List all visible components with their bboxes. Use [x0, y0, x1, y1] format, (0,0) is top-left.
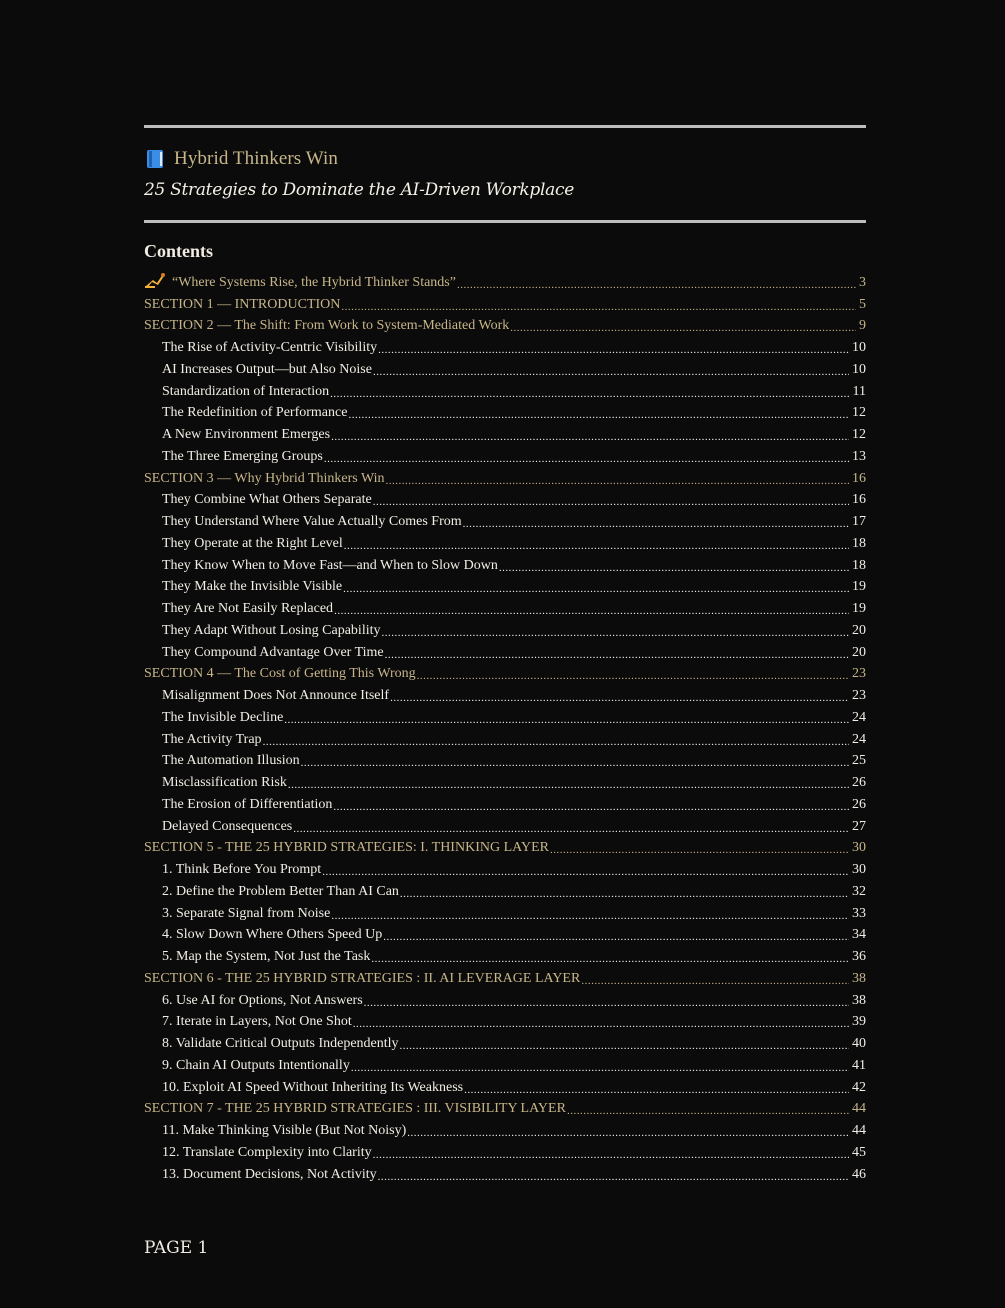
toc-entry-label [162, 861, 321, 879]
toc-page-number: 20 [852, 644, 866, 660]
toc-entry-text: 10. Exploit AI Speed Without Inheriting Its Weakness [162, 1079, 464, 1095]
toc-entry-text: They Operate at the Right Level [162, 535, 343, 551]
toc-page-number: 10 [852, 361, 866, 377]
toc-page-number: 26 [852, 775, 866, 790]
toc-entry-text: 2. Define the Problem Better Than AI Can [162, 883, 399, 899]
dot-leader [373, 365, 849, 379]
toc-page-number: 30 [852, 862, 866, 877]
toc-entry-text: SECTION 7 - THE 25 HYBRID STRATEGIES : III. VISIBILITY LAYER [144, 1101, 566, 1117]
toc-page-number: 23 [852, 666, 866, 682]
toc-entry-text: 9. Chain AI Outputs Intentionally [162, 1057, 350, 1073]
toc-entry-label [162, 557, 498, 575]
toc-section-entry[interactable] [144, 836, 866, 858]
toc-entry-text: The Rise of Activity-Centric Visibility [162, 340, 378, 355]
toc-section-entry[interactable] [144, 1097, 866, 1119]
toc-subentry[interactable] [144, 901, 866, 923]
toc-entry-text: The Three Emerging Groups [162, 448, 323, 464]
dot-leader [417, 669, 849, 683]
dot-leader [407, 1126, 849, 1140]
toc-entry-label [162, 905, 330, 923]
toc-entry-text: SECTION 6 - THE 25 HYBRID STRATEGIES : II. AI LEVERAGE LAYER [144, 970, 581, 986]
toc-subentry[interactable] [144, 357, 866, 379]
toc-entry-text: A New Environment Emerges [162, 427, 331, 442]
toc-page-number: 41 [852, 1057, 866, 1073]
toc-subentry[interactable] [144, 401, 866, 423]
toc-entry-label [162, 1122, 406, 1140]
toc-entry-text: Misclassification Risk [162, 775, 287, 790]
toc-page-number: 18 [852, 535, 866, 551]
dot-leader [263, 735, 849, 749]
dot-leader [331, 430, 849, 444]
toc-entry-label [144, 1100, 566, 1118]
dot-leader [333, 800, 849, 814]
toc-entry-text: 5. Map the System, Not Just the Task [162, 949, 371, 964]
toc-page-number: 34 [852, 927, 866, 943]
toc-page-number: 16 [852, 470, 866, 486]
dot-leader [364, 996, 849, 1010]
toc-entry-label [162, 578, 342, 596]
dot-leader [348, 408, 849, 422]
toc-entry-label [162, 1057, 350, 1075]
dot-leader [499, 561, 849, 575]
toc-entry-text: They Combine What Others Separate [162, 492, 372, 508]
toc-entry-text: They Are Not Easily Replaced [162, 601, 334, 616]
toc-page-number: 13 [852, 448, 866, 464]
toc-page-number: 17 [852, 514, 866, 529]
toc-subentry[interactable] [144, 509, 866, 531]
toc-entry-label [162, 448, 323, 466]
dot-leader [324, 452, 849, 466]
toc-page-number: 16 [852, 492, 866, 508]
dot-leader [382, 626, 850, 640]
toc-entry-label [162, 339, 377, 357]
dot-leader [288, 778, 849, 792]
toc-entry-label [162, 361, 372, 379]
toc-entry-label [162, 883, 399, 901]
toc-entry-text: The Erosion of Differentiation [162, 796, 333, 812]
toc-entry-label [144, 317, 509, 335]
toc-subentry[interactable] [144, 1053, 866, 1075]
dot-leader [301, 756, 849, 770]
document-header [144, 128, 866, 220]
toc-subentry[interactable] [144, 705, 866, 727]
toc-page-number: 24 [852, 709, 866, 725]
toc-section-entry[interactable] [144, 966, 866, 988]
toc-entry-label [162, 687, 389, 705]
toc-page-number: 27 [852, 818, 866, 834]
toc-subentry[interactable] [144, 444, 866, 466]
dot-leader [378, 1170, 849, 1184]
toc-entry-text: “Where Systems Rise, the Hybrid Thinker Stands” [172, 274, 456, 290]
dot-leader [550, 843, 849, 857]
dot-leader [343, 582, 849, 596]
toc-entry-label [162, 752, 300, 770]
toc-subentry[interactable] [144, 857, 866, 879]
toc-entry-text: 12. Translate Complexity into Clarity [162, 1144, 372, 1160]
toc-entry-label [162, 774, 287, 792]
toc-entry-text: SECTION 2 — The Shift: From Work to System-Mediated Work [144, 318, 510, 334]
dot-leader [567, 1104, 849, 1118]
toc-page-number: 18 [852, 557, 866, 573]
dot-leader [390, 691, 849, 705]
toc-page-number: 5 [859, 296, 866, 312]
toc-entry-label [162, 731, 262, 749]
toc-entry-label [162, 1144, 372, 1162]
toc-subentry[interactable] [144, 944, 866, 966]
dot-leader [341, 300, 856, 314]
toc-page-number: 24 [852, 731, 866, 747]
toc-section-entry[interactable] [144, 270, 866, 292]
toc-entry-label [144, 470, 385, 488]
toc-entry-text: 11. Make Thinking Visible (But Not Noisy) [162, 1123, 407, 1138]
toc-subentry[interactable] [144, 1140, 866, 1162]
toc-page-number: 3 [859, 274, 866, 290]
toc-entry-text: The Automation Illusion [162, 753, 300, 769]
toc-subentry[interactable] [144, 879, 866, 901]
toc-entry-label [162, 600, 333, 618]
dot-leader [386, 474, 849, 488]
dot-leader [334, 604, 849, 618]
toc-page-number: 44 [852, 1123, 866, 1138]
toc-entry-label [162, 535, 343, 553]
toc-entry-text: 13. Document Decisions, Not Activity [162, 1166, 377, 1182]
toc-subentry[interactable] [144, 379, 866, 401]
toc-entry-label [162, 1079, 463, 1097]
toc-page-number: 39 [852, 1014, 866, 1030]
title-row [144, 146, 866, 172]
dot-leader [378, 343, 849, 357]
toc-subentry[interactable] [144, 1162, 866, 1184]
dot-leader [383, 930, 849, 944]
toc-entry-text: SECTION 5 - THE 25 HYBRID STRATEGIES: I. THINKING LAYER [144, 840, 549, 856]
toc-page-number: 42 [852, 1079, 866, 1095]
document-title: Hybrid Thinkers Win [174, 148, 339, 169]
toc-entry-label [162, 404, 347, 422]
toc-entry-text: 7. Iterate in Layers, Not One Shot [162, 1014, 352, 1030]
toc-subentry[interactable] [144, 727, 866, 749]
dot-leader [464, 1083, 849, 1097]
toc-entry-label [162, 796, 332, 814]
toc-entry-label [162, 1035, 399, 1053]
dot-leader [322, 865, 849, 879]
dot-leader [373, 1148, 849, 1162]
toc-entry-label [162, 1166, 377, 1184]
toc-subentry[interactable] [144, 531, 866, 553]
toc-subentry[interactable] [144, 553, 866, 575]
toc-entry-text: They Make the Invisible Visible [162, 579, 343, 595]
bottom-rule [144, 220, 866, 223]
toc-section-entry[interactable] [144, 314, 866, 336]
toc-entry-label [144, 665, 416, 683]
toc-entry-label [162, 644, 384, 662]
toc-entry-text: SECTION 1 — INTRODUCTION [144, 296, 341, 312]
toc-subentry[interactable] [144, 749, 866, 771]
toc-entry-text: They Compound Advantage Over Time [162, 644, 384, 660]
toc-page-number: 20 [852, 622, 866, 638]
blue-book-icon [144, 148, 166, 170]
dot-leader [510, 321, 856, 335]
toc-page-number: 44 [852, 1101, 866, 1117]
toc-page-number: 30 [852, 840, 866, 856]
toc-entry-text: Misalignment Does Not Announce Itself [162, 688, 390, 703]
toc-entry-label [144, 271, 456, 292]
toc-entry-label [162, 622, 381, 640]
toc-page-number: 45 [852, 1144, 866, 1160]
toc-subentry[interactable] [144, 335, 866, 357]
toc-entry-label [162, 426, 330, 444]
toc-entry-label [162, 818, 292, 836]
dot-leader [344, 539, 849, 553]
toc-entry-text: 3. Separate Signal from Noise [162, 905, 331, 921]
dot-leader [463, 517, 849, 531]
toc-page-number: 36 [852, 949, 866, 964]
toc-section-entry[interactable] [144, 292, 866, 314]
toc-entry-text: 4. Slow Down Where Others Speed Up [162, 927, 383, 943]
toc-subentry[interactable] [144, 422, 866, 444]
toc-section-entry[interactable] [144, 662, 866, 684]
toc-page-number: 23 [852, 688, 866, 703]
toc-page-number: 19 [852, 579, 866, 595]
toc-page-number: 25 [852, 753, 866, 769]
dot-leader [331, 909, 849, 923]
toc-entry-text: The Invisible Decline [162, 709, 284, 725]
toc-subentry[interactable] [144, 923, 866, 945]
toc-page-number: 32 [852, 883, 866, 899]
toc-entry-label [144, 839, 549, 857]
dot-leader [373, 495, 849, 509]
toc-entry-text: 6. Use AI for Options, Not Answers [162, 992, 363, 1008]
toc-page-number: 12 [852, 405, 866, 421]
toc-entry-label [162, 383, 329, 401]
toc-entry-label [162, 992, 363, 1010]
toc-entry-label [162, 513, 462, 531]
toc-subentry[interactable] [144, 1075, 866, 1097]
toc-page-number: 9 [859, 318, 866, 334]
document-page [144, 125, 866, 1184]
dot-leader [457, 278, 856, 292]
toc-subentry[interactable] [144, 1031, 866, 1053]
toc-page-number: 12 [852, 427, 866, 442]
toc-entry-text: They Know When to Move Fast—and When to Slow Down [162, 557, 498, 573]
toc-entry-text: AI Increases Output—but Also Noise [162, 361, 372, 377]
toc-entry-text: SECTION 4 — The Cost of Getting This Wrong [144, 666, 416, 682]
toc-entry-text: They Adapt Without Losing Capability [162, 622, 381, 638]
toc-entry-text: Standardization of Interaction [162, 383, 330, 399]
dot-leader [581, 974, 849, 988]
toc-entry-text: SECTION 3 — Why Hybrid Thinkers Win [144, 470, 385, 486]
dot-leader [400, 887, 849, 901]
toc-entry-label [162, 709, 283, 727]
toc-subentry[interactable] [144, 683, 866, 705]
toc-entry-text: They Understand Where Value Actually Comes From [162, 514, 462, 529]
toc-page-number: 40 [852, 1036, 866, 1051]
toc-page-number: 19 [852, 601, 866, 616]
toc-subentry[interactable] [144, 575, 866, 597]
dot-leader [371, 952, 849, 966]
toc-subentry[interactable] [144, 640, 866, 662]
dot-leader [293, 822, 849, 836]
toc-entry-label [162, 948, 370, 966]
document-subtitle: 25 Strategies to Dominate the AI-Driven Workplace [144, 180, 574, 200]
toc-entry-label [162, 1013, 352, 1031]
dot-leader [351, 1061, 849, 1075]
contents-heading: Contents [144, 241, 214, 261]
toc-entry-label [144, 296, 340, 314]
toc-entry-label [162, 926, 382, 944]
toc-page-number: 38 [852, 970, 866, 986]
toc-entry-text: 1. Think Before You Prompt [162, 862, 322, 877]
toc-subentry[interactable] [144, 488, 866, 510]
toc-entry-label [144, 970, 580, 988]
page-number: PAGE 1 [144, 1238, 209, 1258]
toc-subentry[interactable] [144, 1118, 866, 1140]
toc-subentry[interactable] [144, 1010, 866, 1032]
toc-page-number: 46 [852, 1166, 866, 1182]
dot-leader [385, 648, 849, 662]
toc-entry-text: 8. Validate Critical Outputs Independently [162, 1036, 399, 1051]
dot-leader [330, 387, 849, 401]
toc-page-number: 11 [852, 383, 866, 399]
toc-subentry[interactable] [144, 988, 866, 1010]
dot-leader [284, 713, 849, 727]
writing-hand-icon [144, 271, 166, 289]
toc-page-number: 38 [852, 992, 866, 1008]
toc-page-number: 10 [852, 340, 866, 355]
toc-page-number: 26 [852, 796, 866, 812]
toc-entry-text: The Activity Trap [162, 731, 262, 747]
toc-page-number: 33 [852, 905, 866, 921]
toc-subentry[interactable] [144, 814, 866, 836]
toc-entry-label [162, 491, 372, 509]
dot-leader [400, 1039, 849, 1053]
toc-subentry[interactable] [144, 770, 866, 792]
toc-subentry[interactable] [144, 792, 866, 814]
toc-entry-text: Delayed Consequences [162, 818, 293, 834]
toc-section-entry[interactable] [144, 466, 866, 488]
toc-subentry[interactable] [144, 618, 866, 640]
toc-subentry[interactable] [144, 596, 866, 618]
toc-entry-text: The Redefinition of Performance [162, 405, 348, 421]
table-of-contents [144, 270, 866, 1184]
dot-leader [353, 1017, 849, 1031]
